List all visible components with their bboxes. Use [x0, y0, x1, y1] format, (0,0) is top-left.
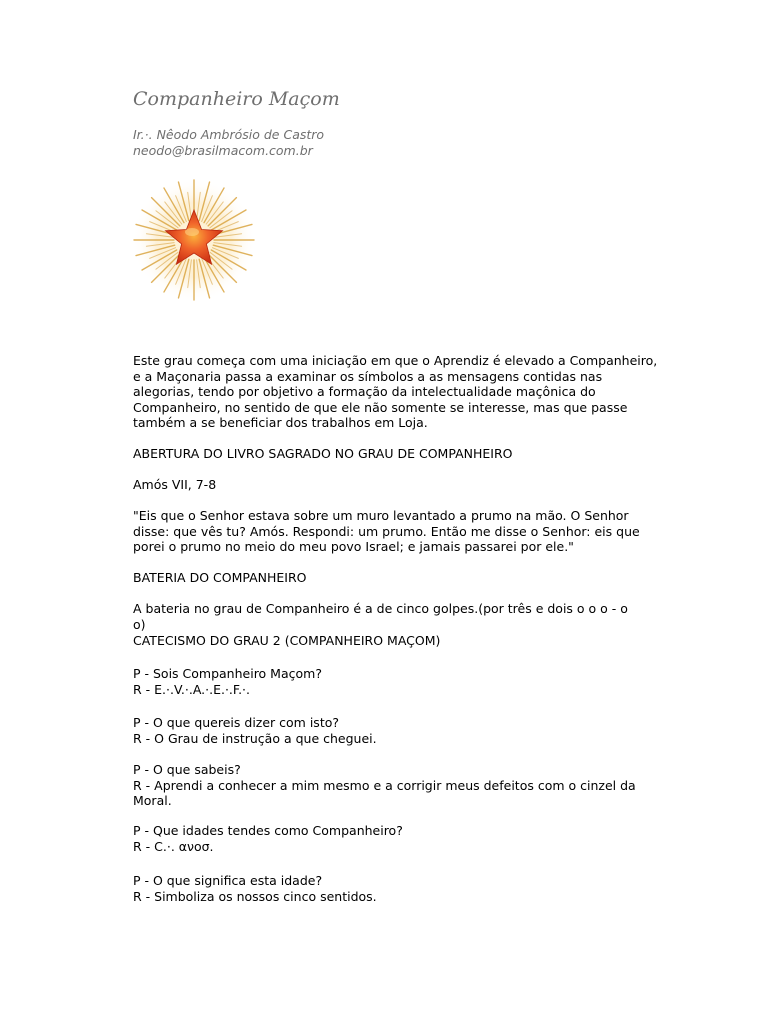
intro-line: também a se beneficiar dos trabalhos em Loja. [133, 415, 428, 430]
answer: R - Simboliza os nossos cinco sentidos. [133, 888, 377, 904]
quote-paragraph [133, 508, 643, 555]
quote-line: "Eis que o Senhor estava sobre um muro levantado a prumo na mão. O Senhor [133, 508, 629, 523]
quote-line: porei o prumo no meio do meu povo Israel; e jamais passarei por ele." [133, 539, 574, 554]
author-name: Ir.·. Nêodo Ambrósio de Castro [133, 127, 325, 142]
quote-line: disse: que vês tu? Amós. Respondi: um prumo. Então me disse o Senhor: eis que [133, 523, 640, 539]
qa-item [133, 666, 643, 697]
intro-line: Este grau começa com uma iniciação em que o Aprendiz é elevado a Companheiro, [133, 353, 658, 368]
radiant-star-icon [130, 174, 258, 306]
question: P - O que quereis dizer com isto? [133, 715, 339, 730]
question: P - Que idades tendes como Companheiro? [133, 823, 403, 838]
question: P - O que significa esta idade? [133, 873, 323, 888]
answer: R - E.·.V.·.A.·.E.·.F.·. [133, 681, 250, 697]
document-title: Companheiro Maçom [133, 88, 340, 110]
bible-reference: Amós VII, 7-8 [133, 477, 217, 492]
heading-abertura: ABERTURA DO LIVRO SAGRADO NO GRAU DE COMPANHEIRO [133, 446, 513, 461]
intro-line: e a Maçonaria passa a examinar os símbolos a as mensagens contidas nas [133, 368, 603, 384]
intro-line: Companheiro, no sentido de que ele não somente se interesse, mas que passe [133, 399, 628, 415]
answer: Moral. [133, 793, 172, 808]
qa-item [133, 823, 643, 854]
question: P - O que sabeis? [133, 762, 241, 777]
qa-item [133, 873, 643, 904]
answer: R - O Grau de instrução a que cheguei. [133, 730, 377, 746]
qa-item [133, 715, 643, 746]
answer: R - Aprendi a conhecer a mim mesmo e a corrigir meus defeitos com o cinzel da [133, 777, 636, 793]
bateria-text: A bateria no grau de Companheiro é a de cinco golpes.(por três e dois o o o - o o) [133, 601, 628, 632]
heading-catecismo: CATECISMO DO GRAU 2 (COMPANHEIRO MAÇOM) [133, 633, 441, 648]
qa-item [133, 762, 643, 809]
answer: R - C.·. ανοσ. [133, 838, 214, 854]
author-email: neodo@brasilmacom.com.br [133, 143, 313, 158]
heading-bateria: BATERIA DO COMPANHEIRO [133, 570, 307, 585]
question: P - Sois Companheiro Maçom? [133, 666, 322, 681]
intro-line: alegorias, tendo por objetivo a formação da intelectualidade maçônica do [133, 384, 596, 399]
intro-paragraph [133, 353, 658, 431]
